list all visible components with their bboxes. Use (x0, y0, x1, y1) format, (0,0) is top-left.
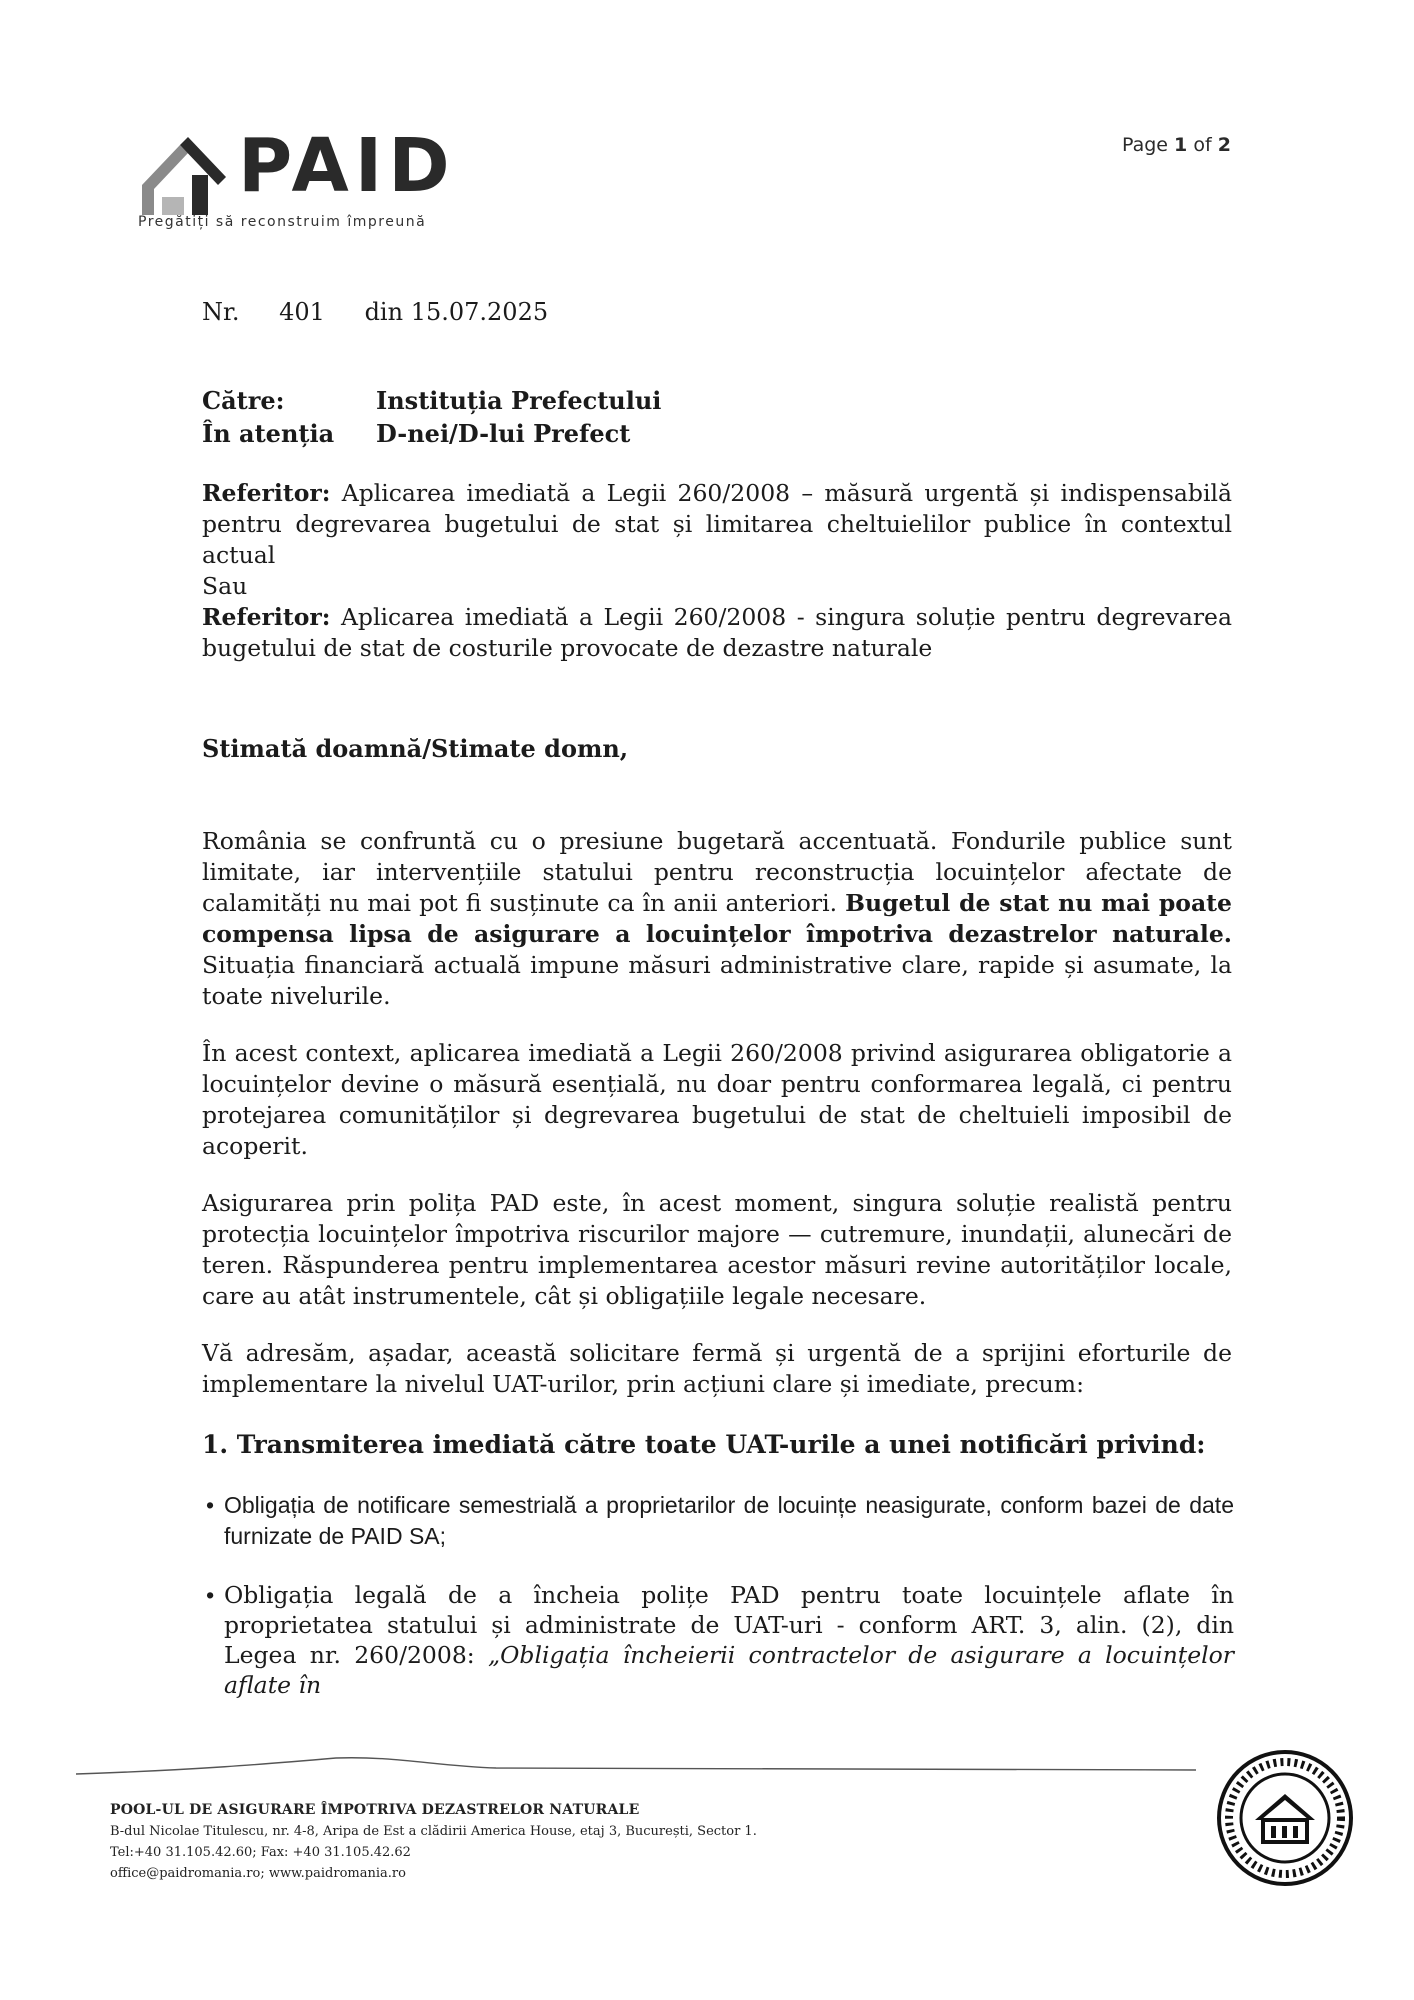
page-current: 1 (1174, 134, 1188, 156)
paragraph-1-end: Situația financiară actuală impune măsuri administrative clare, rapide și asumate, la toate nivelurile. (202, 951, 1232, 1010)
nr-value: 401 (279, 298, 325, 326)
recipient-block (202, 384, 661, 450)
document-number-line (202, 298, 580, 326)
footer-org: POOL-UL DE ASIGURARE ÎMPOTRIVA DEZASTRELOR NATURALE (110, 1802, 640, 1818)
subject-2 (202, 602, 1232, 664)
nr-label: Nr. (202, 298, 240, 326)
company-logo (138, 118, 498, 238)
subject-or: Sau (202, 572, 248, 600)
bullet-icon: • (206, 1582, 215, 1608)
page-sep: of (1193, 134, 1212, 156)
subject-block (202, 478, 1232, 664)
footer-phone: Tel:+40 31.105.42.60; Fax: +40 31.105.42.62 (110, 1845, 411, 1860)
house-logo-icon (138, 123, 230, 223)
logo-wordmark: PAID (238, 123, 456, 209)
footer (110, 1800, 757, 1884)
footer-address: B-dul Nicolae Titulescu, nr. 4-8, Aripa de Est a clădirii America House, etaj 3, București, Sector 1. (110, 1824, 757, 1839)
footer-divider (76, 1742, 1196, 1782)
greeting: Stimată doamnă/Stimate domn, (202, 734, 629, 763)
subject-1 (202, 478, 1232, 571)
section-heading-1: 1. Transmiterea imediată către toate UAT-urile a unei notificări privind: (202, 1430, 1206, 1459)
subject-1-label: Referitor: (202, 479, 331, 507)
letter-body (202, 826, 1232, 1426)
catre-label: Către: (202, 386, 285, 415)
paragraph-2: În acest context, aplicarea imediată a Legii 260/2008 privind asigurarea obligatorie a locuințelor devine o măsură esențială, nu doar pentru conformarea legală, ci pentru protejarea comunităților și degrevarea bugetului de stat de cheltuieli imposibil de acoperit. (202, 1039, 1232, 1160)
logo-tagline: Pregătiți să reconstruim împreună (138, 214, 427, 230)
page-prefix: Page (1122, 134, 1168, 156)
bullet-2-main: Obligația legală de a încheia polițe PAD pentru toate locuințele aflate în proprietatea statului și administrate de UAT-uri - conform ART. 3, alin. (2), din Legea nr. 260/2008: (224, 1581, 1234, 1669)
paragraph-1-text: România se confruntă cu o presiune bugetară accentuată. Fondurile publice sunt limitate, iar intervențiile statului pentru reconstrucția locuințelor afectate de calamități nu mai pot fi susținute ca în anii anteriori. (202, 827, 1232, 917)
bullet-2-text (224, 1580, 1234, 1700)
company-seal-icon (1215, 1748, 1355, 1888)
bullet-2-quote: „Obligația încheierii contractelor de asigurare a locuințelor aflate în (224, 1641, 1234, 1699)
subject-1-text: Aplicarea imediată a Legii 260/2008 – măsură urgentă și indispensabilă pentru degrevarea bugetului de stat și limitarea cheltuielilor publice în contextul actual (202, 479, 1232, 569)
paragraph-4: Vă adresăm, așadar, această solicitare fermă și urgentă de a sprijini eforturile de implementare la nivelul UAT-urilor, prin acțiuni clare și imediate, precum: (202, 1339, 1232, 1398)
page-total: 2 (1217, 134, 1231, 156)
subject-2-label: Referitor: (202, 603, 331, 631)
list-item (206, 1490, 1234, 1552)
atentia-label: În atenția (202, 419, 335, 448)
subject-2-text: Aplicarea imediată a Legii 260/2008 - singura soluție pentru degrevarea bugetului de stat de costurile provocate de dezastre naturale (202, 603, 1232, 662)
list-item (206, 1580, 1234, 1700)
document-date: din 15.07.2025 (364, 298, 549, 326)
paragraph-3: Asigurarea prin polița PAD este, în acest moment, singura soluție realistă pentru protecția locuințelor împotriva riscurilor majore — cutremure, inundații, alunecări de teren. Răspunderea pentru implementarea acestor măsuri revine autorităților locale, care au atât instrumentele, cât și obligațiile legale necesare. (202, 1189, 1232, 1310)
bullet-1-text: Obligația de notificare semestrială a proprietarilor de locuințe neasigurate, conform bazei de date furnizate de PAID SA; (224, 1492, 1234, 1549)
atentia-value: D-nei/D-lui Prefect (376, 419, 631, 448)
page-number (1122, 134, 1231, 156)
bullet-icon: • (206, 1492, 215, 1518)
footer-contact: office@paidromania.ro; www.paidromania.ro (110, 1866, 406, 1881)
paragraph-1-emphasis: Bugetul de stat nu mai poate compensa lipsa de asigurare a locuințelor împotriva dezastrelor naturale. (202, 889, 1232, 948)
paragraph-1 (202, 826, 1232, 1012)
catre-value: Instituția Prefectului (376, 386, 662, 415)
